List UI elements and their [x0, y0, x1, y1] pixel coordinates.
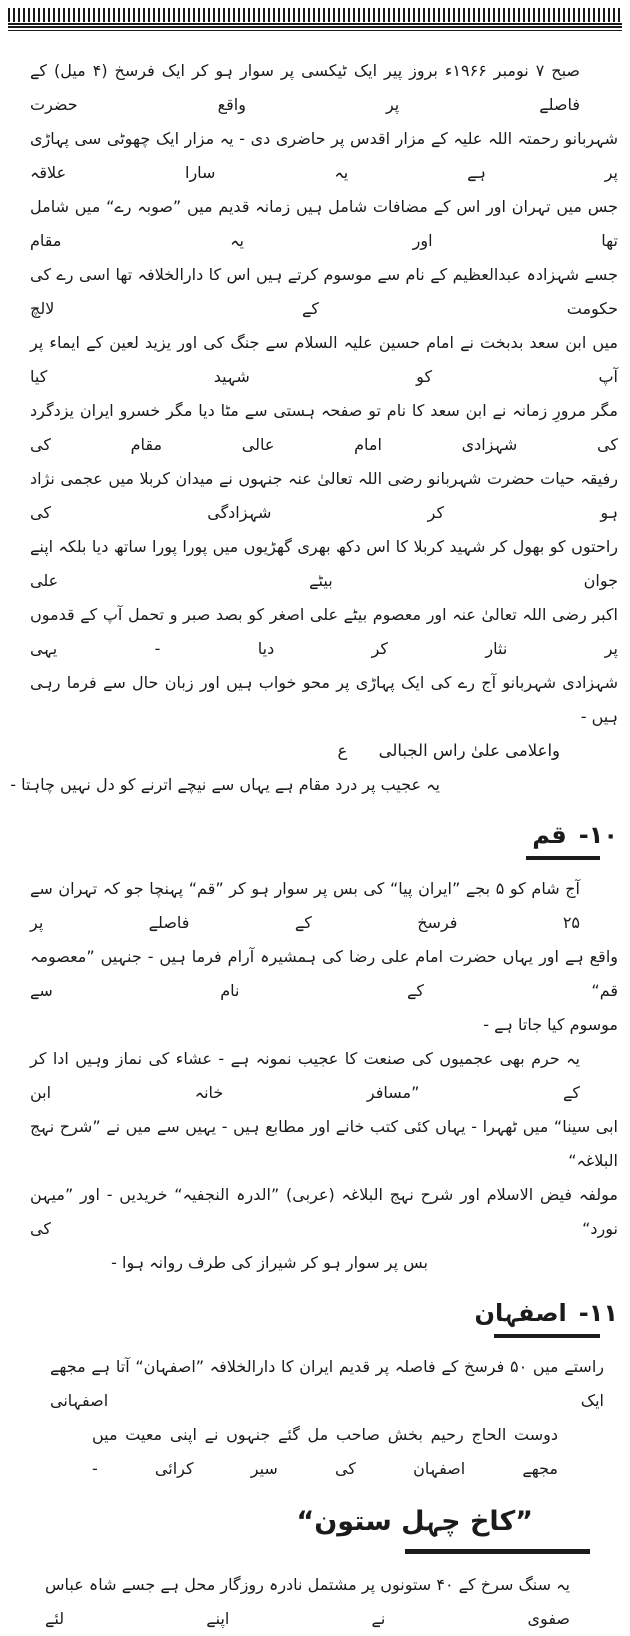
intro-line: مگر مرورِ زمانہ نے ابن سعد کا نام تو صفحہ ہستی سے مٹا دیا مگر خسرو ایران یزدگرد کی شہزادی امام عالی مقام کی — [30, 401, 618, 454]
intro-line: شہربانو رحمتہ اللہ علیہ کے مزار اقدس پر حاضری دی - یہ مزار ایک چھوٹی سی پہاڑی پر ہے یہ سارا علاقہ — [30, 129, 618, 182]
page-body — [10, 54, 618, 1636]
qom-line: موسوم کیا جاتا ہے - — [483, 1015, 618, 1034]
qom-section-number: ۱۰- — [578, 821, 618, 849]
qom-section-title: قم — [532, 821, 567, 849]
chehel-sotoun-heading: ”کاخ چہل ستون“ — [296, 1506, 533, 1537]
isfahan-section-heading — [30, 1296, 618, 1330]
qom-section-heading — [30, 818, 618, 852]
isfahan-paragraph — [30, 1350, 618, 1486]
qom-paragraph-2 — [30, 1042, 618, 1280]
intro-line: رفیقہ حیات حضرت شہربانو رضی اللہ تعالیٰ عنہ جنہوں نے میدان کربلا میں عجمی نژاد ہو کر شہزادگی کی — [30, 469, 618, 522]
verse-marker: ع — [337, 741, 348, 760]
intro-line: شہزادی شہربانو آج رے کی ایک پہاڑی پر محو خواب ہیں اور زبان حال سے فرما رہی ہیں - — [30, 673, 618, 726]
intro-line: راحتوں کو بھول کر شہید کربلا کا اس دکھ بھری گھڑیوں میں پورا پورا ساتھ دیا بلکہ اپنے جوان بیٹے علی — [30, 537, 618, 590]
qom-line: بس پر سوار ہو کر شیراز کی طرف روانہ ہوا - — [111, 1253, 428, 1272]
chehel-line: یہ سنگ سرخ کے ۴۰ ستونوں پر مشتمل نادرہ روزگار محل ہے جسے شاہ عباس صفوی نے اپنے لئے — [45, 1575, 571, 1628]
qom-paragraph-1 — [30, 872, 618, 1042]
intro-paragraph — [30, 54, 618, 734]
isfahan-heading-underline — [494, 1334, 600, 1338]
intro-line: میں ابن سعد بدبخت نے امام حسین علیہ السلام سے جنگ کی اور یزید لعین کے ایماء پر آپ کو شہید کیا — [30, 333, 618, 386]
intro-line: جس میں تہران اور اس کے مضافات شامل ہیں زمانہ قدیم میں ”صوبہ رے“ میں شامل تھا اور یہ مقام — [30, 197, 618, 250]
page — [0, 8, 630, 1628]
intro-line: صبح ۷ نومبر ۱۹۶۶ء بروز پیر ایک ٹیکسی پر سوار ہو کر ایک فرسخ (۴ میل) کے فاصلے پر واقع حضرت — [30, 61, 581, 114]
isfahan-line: راستے میں ۵۰ فرسخ کے فاصلہ پر قدیم ایران کا دارالخلافہ ”اصفہان“ آتا ہے مجھے ایک اصفہانی — [50, 1357, 605, 1410]
chehel-paragraph — [30, 1568, 618, 1636]
qom-line: واقع ہے اور یہاں حضرت امام علی رضا کی ہمشیرہ آرام فرما ہیں - جنہیں ”معصومہ قم“ کے نام سے — [30, 947, 618, 1000]
qom-line: یہ حرم بھی عجمیوں کی صنعت کا عجیب نمونہ ہے - عشاء کی نماز وہیں ادا کر کے ”مسافر خانہ ابن — [30, 1049, 580, 1102]
transition-note: یہ عجیب پر درد مقام ہے یہاں سے نیچے اترنے کو دل نہیں چاہتا - — [10, 775, 440, 794]
top-ornament-border — [8, 8, 622, 31]
qom-line: آج شام کو ۵ بجے ”ایران پیا“ کی بس پر سوار ہو کر ”قم“ پہنچا جو کہ تہران سے ۲۵ فرسخ کے فاصلے پر — [30, 879, 580, 932]
isfahan-section-number: ۱۱- — [578, 1299, 618, 1327]
isfahan-line: دوست الحاج رحیم بخش صاحب مل گئے جنہوں نے اپنی معیت میں مجھے اصفہان کی سیر کرائی - — [92, 1425, 558, 1478]
verse-line — [30, 734, 618, 768]
intro-line: اکبر رضی اللہ تعالیٰ عنہ اور معصوم بیٹے علی اصغر کو بصد صبر و تحمل آپ کے قدموں پر نثار کر دیا - یہی — [30, 605, 618, 658]
qom-heading-underline — [526, 856, 600, 860]
isfahan-section-title: اصفہان — [474, 1299, 567, 1327]
qom-line: مولفہ فیض الاسلام اور شرح نہج البلاغہ (عربی) ”الدرہ النجفیہ“ خریدیں - اور ”میہن نورد“ کی — [30, 1185, 618, 1238]
qom-line: ابی سینا“ میں ٹھہرا - یہاں کئی کتب خانے اور مطابع ہیں - یہیں سے میں نے ”شرح نہج البلاغہ“ — [30, 1117, 618, 1170]
intro-line: جسے شہزادہ عبدالعظیم کے نام سے موسوم کرتے ہیں اس کا دارالخلافہ تھا اسی رے کی حکومت کے لالچ — [30, 265, 618, 318]
chehel-heading-underline — [405, 1549, 590, 1554]
verse-text: واعلامی علیٰ راس الجبالی — [378, 741, 560, 760]
